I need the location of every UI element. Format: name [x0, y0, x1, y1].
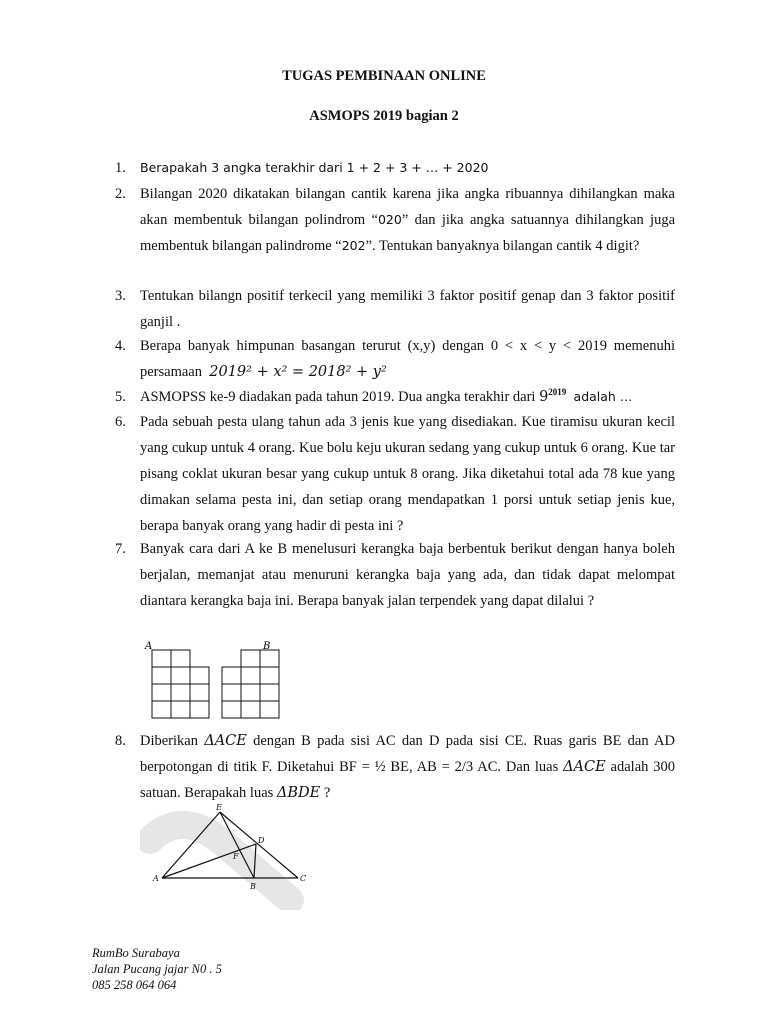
footer-address: Jalan Pucang jajar N0 . 5: [92, 962, 222, 976]
question-text-part: ”. Tentukan banyaknya bilangan cantik 4 digit?: [365, 238, 640, 254]
power-exponent: 2019: [548, 387, 567, 398]
question-number: 3.: [115, 288, 126, 304]
question-text-part: dengan B pada sisi AC dan D pada sisi CE. Ruas garis BE dan AD berpotongan di titik F. Diketahui BF = ½ BE, AB = 2/3 AC. Dan luas: [140, 733, 675, 775]
triangle-notation: ΔACE: [204, 733, 247, 749]
question-number: 4.: [115, 338, 126, 354]
vertex-label-b: B: [250, 882, 256, 891]
question-number: 1.: [115, 160, 126, 176]
quoted-number: 020: [377, 212, 402, 227]
triangle-figure: [150, 800, 320, 892]
question-text: [140, 333, 675, 385]
vertex-label-e: E: [216, 803, 222, 812]
question-text: Berapakah 3 angka terakhir dari 1 + 2 + 3 + … + 2020: [140, 160, 489, 175]
quoted-number: 202: [341, 238, 366, 253]
vertex-label-c: C: [300, 874, 307, 883]
question-text: [140, 384, 675, 410]
question-text-part: ?: [320, 785, 331, 801]
question-number: 6.: [115, 414, 126, 430]
question-number: 2.: [115, 186, 126, 202]
document-subtitle: ASMOPS 2019 bagian 2: [309, 108, 459, 124]
question-text: Tentukan bilangn positif terkecil yang memiliki 3 faktor positif genap dan 3 faktor positif ganjil .: [140, 288, 675, 330]
question-text-part: adalah …: [573, 389, 633, 404]
question-text: Banyak cara dari A ke B menelusuri kerangka baja berbentuk berikut dengan hanya boleh berjalan, memanjat atau menuruni kerangka baja yang ada, dan tidak dapat melompat diantara kerangka baja ini. Berapa banyak jalan terpendek yang dapat dilalui ?: [140, 541, 675, 609]
question-text: Pada sebuah pesta ulang tahun ada 3 jenis kue yang disediakan. Kue tiramisu ukuran kecil yang cukup untuk 4 orang. Kue bolu keju ukuran sedang yang cukup untuk 6 orang. Kue tar pisang coklat ukuran besar yang cukup untuk 8 orang. Jika diketahui total ada 78 kue yang dimakan selama pesta ini, dan setiap orang mendapatkan 1 porsi untuk setiap jenis kue, berapa banyak orang yang hadir di pesta ini ?: [140, 414, 675, 534]
question-number: 5.: [115, 389, 126, 405]
steel-frame-figure: [140, 638, 300, 724]
question-text-part: Bilangan 2020 dikatakan bilangan cantik karena jika angka ribuannya dihilangkan maka akan membentuk bilangan polindrom “: [140, 186, 675, 228]
point-label-a: A: [145, 641, 153, 652]
question-3: [115, 283, 675, 335]
question-number: 7.: [115, 541, 126, 557]
power-base: 9: [539, 389, 549, 405]
question-text: [140, 181, 675, 259]
question-5: [115, 384, 675, 410]
question-text-part: adalah 300 satuan. Berapakah luas: [140, 759, 675, 801]
question-2: [115, 181, 675, 259]
triangle-notation: ΔACE: [563, 759, 606, 775]
question-text-part: ” dan jika angka satuannya dihilangkan juga membentuk bilangan palindrome “: [140, 212, 675, 254]
point-label-b: B: [263, 641, 271, 652]
document-title: TUGAS PEMBINAAN ONLINE: [282, 68, 486, 84]
question-7: [115, 536, 675, 614]
question-1: [115, 155, 675, 181]
footer-phone: 085 258 064 064: [92, 978, 177, 992]
question-text-part: Diberikan: [140, 733, 205, 749]
question-number: 8.: [115, 733, 126, 749]
vertex-label-f: F: [233, 852, 239, 861]
equation: 2019² + x² = 2018² + y²: [209, 364, 387, 380]
question-text-part: ASMOPSS ke-9 diadakan pada tahun 2019. Dua angka terakhir dari: [140, 389, 536, 405]
question-text: [140, 728, 675, 806]
vertex-label-d: D: [258, 836, 265, 845]
vertex-label-a: A: [153, 874, 159, 883]
question-6: [115, 409, 675, 539]
question-text-part: Berapa banyak himpunan basangan terurut (x,y) dengan 0 < x < y < 2019 memenuhi persamaan: [140, 338, 675, 380]
question-4: [115, 333, 675, 385]
footer-org: RumBo Surabaya: [92, 946, 180, 960]
triangle-notation: ΔBDE: [276, 785, 321, 801]
question-8: [115, 728, 675, 806]
footer: [92, 945, 222, 993]
